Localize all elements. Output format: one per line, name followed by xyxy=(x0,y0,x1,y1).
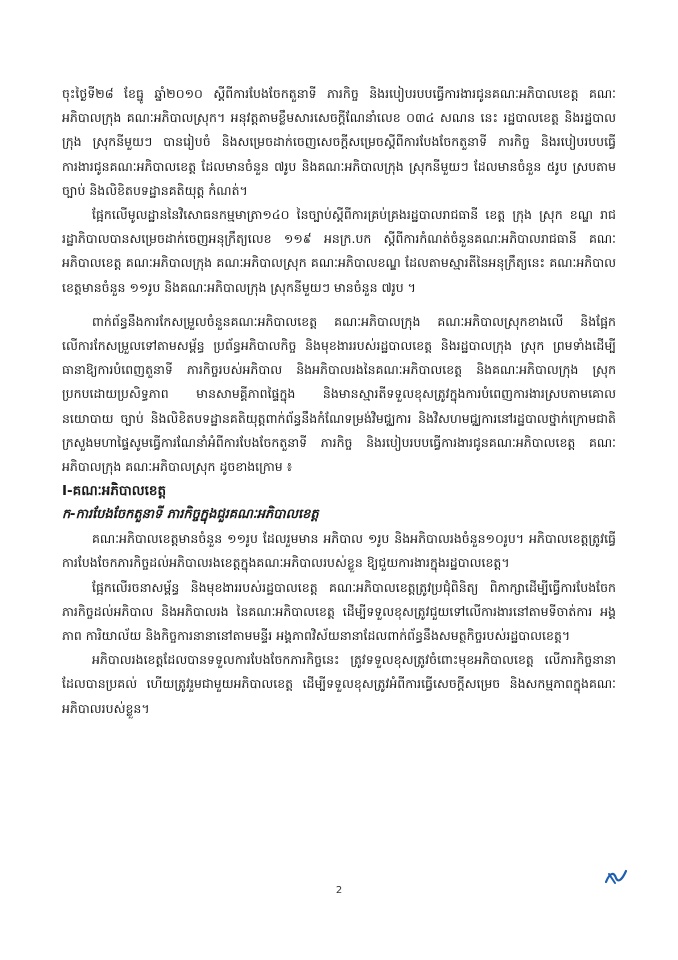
signature-mark-icon xyxy=(604,868,628,886)
section-paragraph-2: ផ្អែកលើរចនាសម្ព័ន្ធ និងមុខងាររបស់រដ្ឋបាលខេត្ត គណៈអភិបាលខេត្តត្រូវប្រជុំពិនិត្យ ពិភាក្សាដើម្បីធ្វើការបែងចែកភារកិច្ចដល់អភិបាល និងអភិបាលរង នៃគណៈអភិបាលខេត្ត ដើម្បីទទួលខុសត្រូវជួយទៅលើការងារនៅតាមទីចាត់ការ អង្គភាព ការិយាល័យ និងកិច្ចការនានានៅតាមមន្ទីរ អង្គភាពវិស័យនានាដែលពាក់ព័ន្ធនឹងសមត្ថកិច្ចរបស់រដ្ឋបាលខេត្ត។ xyxy=(62,579,616,644)
section-paragraph-1: គណៈអភិបាលខេត្តមានចំនួន ១១រូប ដែលរួមមាន អភិបាល ១រូប និងអភិបាលរងចំនួន១០រូប។ អភិបាលខេត្តត្រូវធ្វើការបែងចែកភារកិច្ចដល់អភិបាលរងខេត្តក្នុងគណៈអភិបាលរបស់ខ្លួន ឱ្យជួយការងារក្នុងរដ្ឋបាលខេត្ត។ xyxy=(62,531,616,571)
subsection-heading: ក-ការបែងចែកតួនាទី ភារកិច្ចក្នុងជួរគណៈអភិបាលខេត្ត xyxy=(62,507,319,523)
section-paragraph-3: អភិបាលរងខេត្តដែលបានទទួលការបែងចែកភារកិច្ចនេះ ត្រូវទទួលខុសត្រូវចំពោះមុខអភិបាលខេត្ត លើភារកិច្ចនានាដែលបានប្រគល់ ហើយត្រូវរួមជាមួយអភិបាលខេត្ត ដើម្បីទទួលខុសត្រូវអំពីការធ្វើសេចក្ដីសម្រេច និងសកម្មភាពក្នុងគណៈអភិបាលរបស់ខ្លួន។ xyxy=(62,652,616,716)
intro-paragraph-3: ពាក់ព័ន្ធនឹងការកែសម្រួលចំនួនគណៈអភិបាលខេត្ត គណៈអភិបាលក្រុង គណៈអភិបាលស្រុកខាងលើ និងផ្អែកលើការកែសម្រួលទៅតាមសម្ព័ន្ធ ប្រព័ន្ធអភិបាលកិច្ច និងមុខងាររបស់រដ្ឋបាលខេត្ត និងរដ្ឋបាលក្រុង ស្រុក ព្រមទាំងដើម្បីធានាឱ្យការបំពេញតួនាទី ភារកិច្ចរបស់អភិបាល និងអភិបាលរងនៃគណៈអភិបាលខេត្ត និងគណៈអភិបាលក្រុង ស្រុក ប្រកបដោយប្រសិទ្ធភាព មានសាមគ្គីភាពផ្ទៃក្នុង និងមានស្មារតីទទួលខុសត្រូវក្នុងការបំពេញការងារស្របតាមគោលនយោបាយ ច្បាប់ និងលិខិតបទដ្ឋានគតិយុត្តពាក់ព័ន្ធនឹងកំណែទម្រង់វិមជ្ឈការ និងវិសហមជ្ឈការនៅរដ្ឋបាលថ្នាក់ក្រោមជាតិ ក្រសួងមហាផ្ទៃសូមធ្វើការណែនាំអំពីការបែងចែកតួនាទី ភារកិច្ច និងរបៀបរបបធ្វើការងារជូនគណៈអភិបាលខេត្ត គណៈអភិបាលក្រុង គណៈអភិបាលស្រុក ដូចខាងក្រោម ៖ xyxy=(62,313,616,475)
page-number: 2 xyxy=(335,885,343,896)
intro-paragraph-1: ចុះថ្ងៃទី២៨ ខែធ្នូ ឆ្នាំ២០១០ ស្ដីពីការបែងចែកតួនាទី ភារកិច្ច និងរបៀបរបបធ្វើការងារជូនគណៈអភិបាលខេត្ត គណៈអភិបាលក្រុង គណៈអភិបាលស្រុក។ អនុវត្តតាមខ្លឹមសារសេចក្ដីណែនាំលេខ ០៣៤ សណន នេះ រដ្ឋបាលខេត្ត និងរដ្ឋបាលក្រុង ស្រុកនីមួយៗ បានរៀបចំ និងសម្រេចដាក់ចេញសេចក្ដីសម្រេចស្ដីពីការបែងចែកតួនាទី ភារកិច្ច និងរបៀបរបបធ្វើការងារជូនគណៈអភិបាលខេត្ត ដែលមានចំនួន ៧រូប និងគណៈអភិបាលក្រុង ស្រុកនីមួយៗ ដែលមានចំនួន ៥រូប ស្របតាមច្បាប់ និងលិខិតបទដ្ឋានគតិយុត្ត កំណត់។ xyxy=(62,86,616,198)
section-heading: I-គណៈអភិបាលខេត្ត xyxy=(62,483,167,500)
intro-paragraph-2: ផ្អែកលើមូលដ្ឋាននៃវិសោធនកម្មមាត្រា១៤០ នៃច្បាប់ស្ដីពីការគ្រប់គ្រងរដ្ឋបាលរាជធានី ខេត្ត ក្រុង ស្រុក ខណ្ឌ រាជរដ្ឋាភិបាលបានសម្រេចដាក់ចេញអនុក្រឹត្យលេខ ១១៩ អនក្រ.បក ស្ដីពីការកំណត់ចំនួនគណៈអភិបាលរាជធានី គណៈអភិបាលខេត្ត គណៈអភិបាលក្រុង គណៈអភិបាលស្រុក គណៈអភិបាលខណ្ឌ ដែលតាមស្មារតីនៃអនុក្រឹត្យនេះ គណៈអភិបាលខេត្តមានចំនួន ១១រូប និងគណៈអភិបាលក្រុង ស្រុកនីមួយៗ មានចំនួន ៧រូប ។ xyxy=(62,207,616,295)
